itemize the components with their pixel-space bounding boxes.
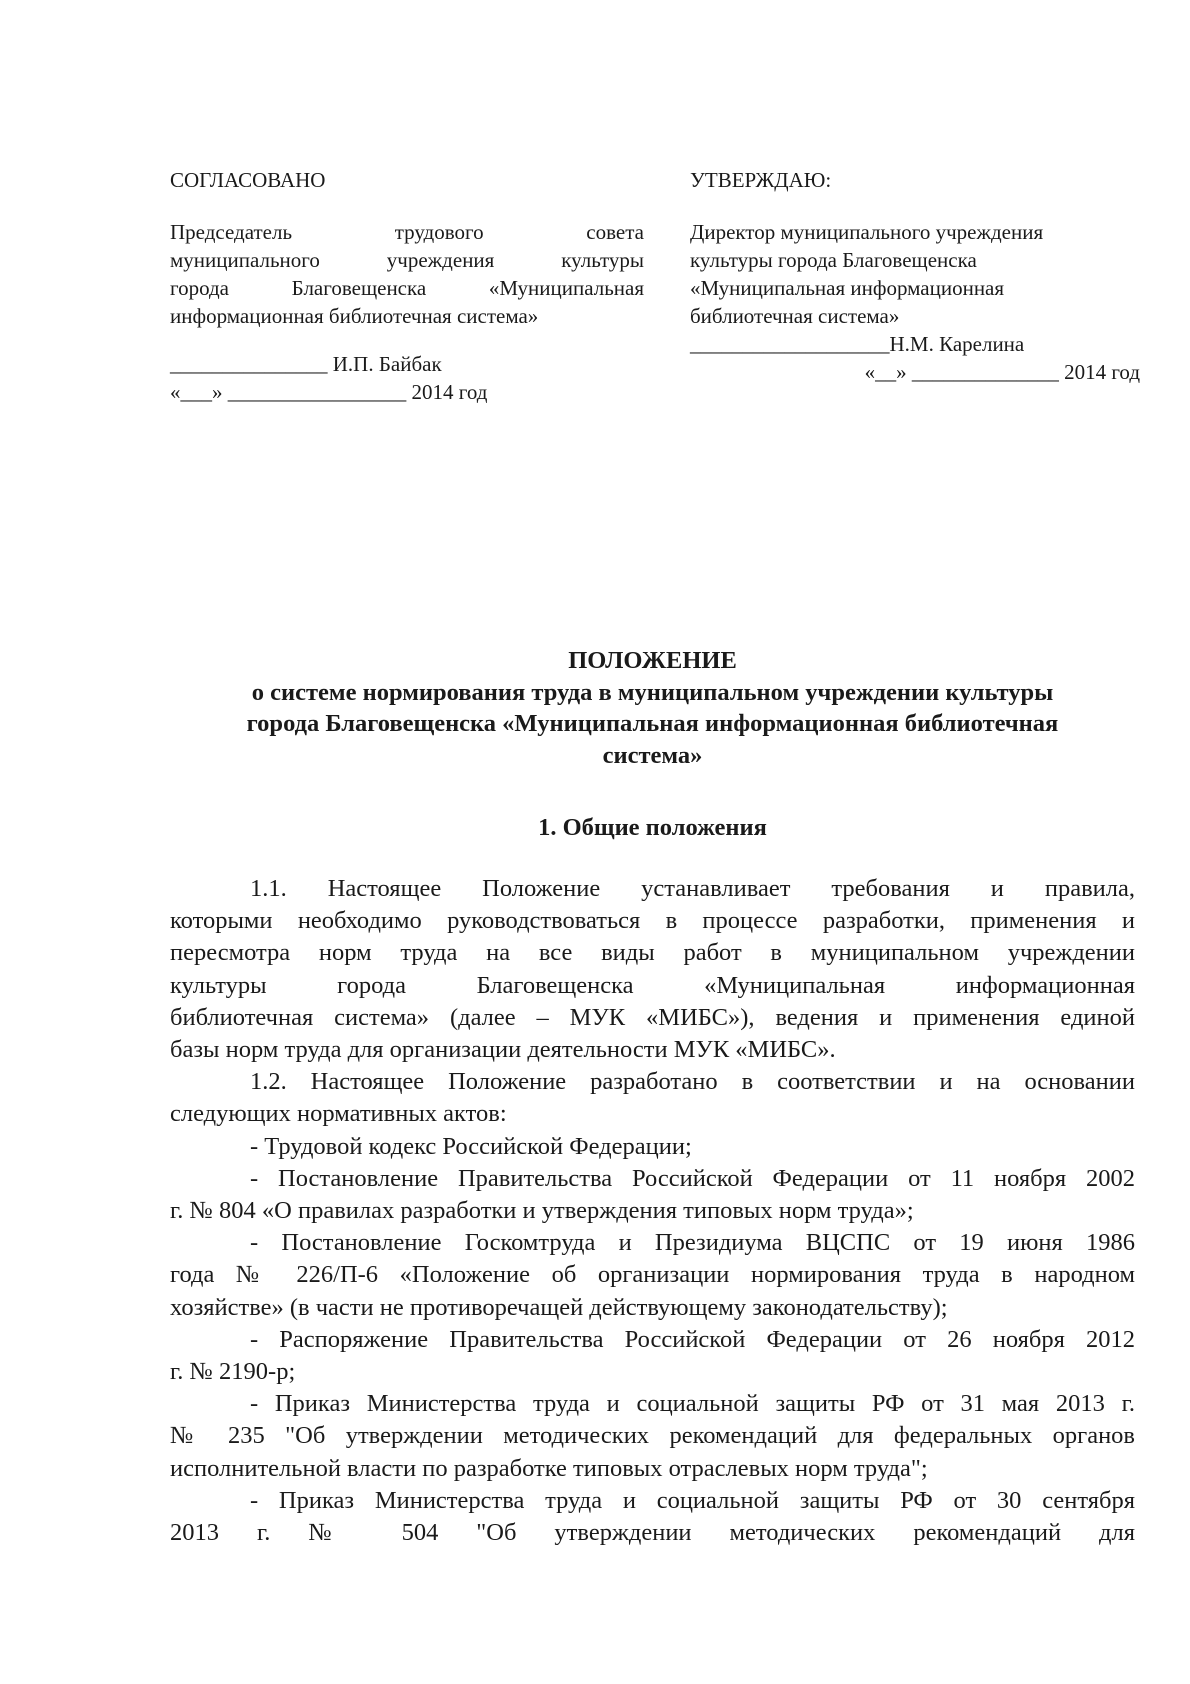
section-heading: 1. Общие положения (538, 814, 767, 841)
agreed-heading: СОГЛАСОВАНО (170, 168, 326, 192)
body-line: - Приказ Министерства труда и социальной защиты РФ от 30 сентября (250, 1486, 1135, 1514)
body-line: библиотечная система» (далее – МУК «МИБС»), ведения и применения единой (170, 1003, 1135, 1031)
agreed-line: города Благовещенска «Муниципальная (170, 276, 644, 300)
body-line: 1.2. Настоящее Положение разработано в соответствии и на основании (250, 1068, 1135, 1096)
title-line: ПОЛОЖЕНИЕ (568, 647, 737, 674)
body-line: - Распоряжение Правительства Российской Федерации от 26 ноября 2012 (250, 1325, 1135, 1353)
agreed-line: муниципального учреждения культуры (170, 248, 644, 272)
approve-date: «__» ______________ 2014 год (864, 360, 1140, 384)
agreed-signature: _______________ И.П. Байбак (170, 352, 442, 376)
approve-line: библиотечная система» (690, 304, 900, 328)
agreed-date: «___» _________________ 2014 год (170, 380, 488, 404)
approve-line: культуры города Благовещенска (690, 248, 977, 272)
agreed-line: Председатель трудового совета (170, 220, 644, 244)
body-line: - Трудовой кодекс Российской Федерации; (250, 1132, 692, 1160)
body-line: г. № 804 «О правилах разработки и утверждения типовых норм труда»; (170, 1197, 914, 1225)
body-line: года № 226/П-6 «Положение об организации нормирования труда в народном (170, 1261, 1135, 1289)
body-line: культуры города Благовещенска «Муниципальная информационная (170, 971, 1135, 999)
body-line: - Постановление Госкомтруда и Президиума ВЦСПС от 19 июня 1986 (250, 1229, 1135, 1257)
body-line: г. № 2190-р; (170, 1358, 296, 1386)
title-line: города Благовещенска «Муниципальная информационная библиотечная (246, 710, 1059, 737)
title-line: система» (602, 741, 703, 769)
body-line: № 235 "Об утверждении методических рекомендаций для федеральных органов (170, 1422, 1135, 1450)
body-line: исполнительной власти по разработке типовых отраслевых норм труда"; (170, 1454, 928, 1482)
approve-line: Директор муниципального учреждения (690, 220, 1044, 244)
body-line: базы норм труда для организации деятельности МУК «МИБС». (170, 1036, 836, 1064)
title-line: о системе нормирования труда в муниципальном учреждении культуры (251, 678, 1054, 706)
body-line: - Приказ Министерства труда и социальной защиты РФ от 31 мая 2013 г. (250, 1390, 1135, 1418)
agreed-line: информационная библиотечная система» (170, 304, 539, 328)
body-line: хозяйстве» (в части не противоречащей действующему законодательству); (170, 1293, 948, 1321)
approve-heading: УТВЕРЖДАЮ: (690, 168, 832, 192)
body-line: пересмотра норм труда на все виды работ в муниципальном учреждении (170, 939, 1135, 967)
approve-line: «Муниципальная информационная (690, 276, 1005, 300)
body-line: 2013 г. № 504 "Об утверждении методических рекомендаций для (170, 1519, 1135, 1547)
agreed-block (170, 166, 644, 406)
body-line: 1.1. Настоящее Положение устанавливает требования и правила, (250, 875, 1135, 902)
document-title (170, 645, 1135, 771)
document-body (170, 873, 1135, 1549)
body-line: следующих нормативных актов: (170, 1100, 507, 1128)
body-line: которыми необходимо руководствоваться в процессе разработки, применения и (170, 907, 1135, 935)
approve-signature: ___________________Н.М. Карелина (690, 332, 1025, 356)
body-line: - Постановление Правительства Российской Федерации от 11 ноября 2002 (250, 1164, 1135, 1192)
approve-block (690, 166, 1140, 386)
